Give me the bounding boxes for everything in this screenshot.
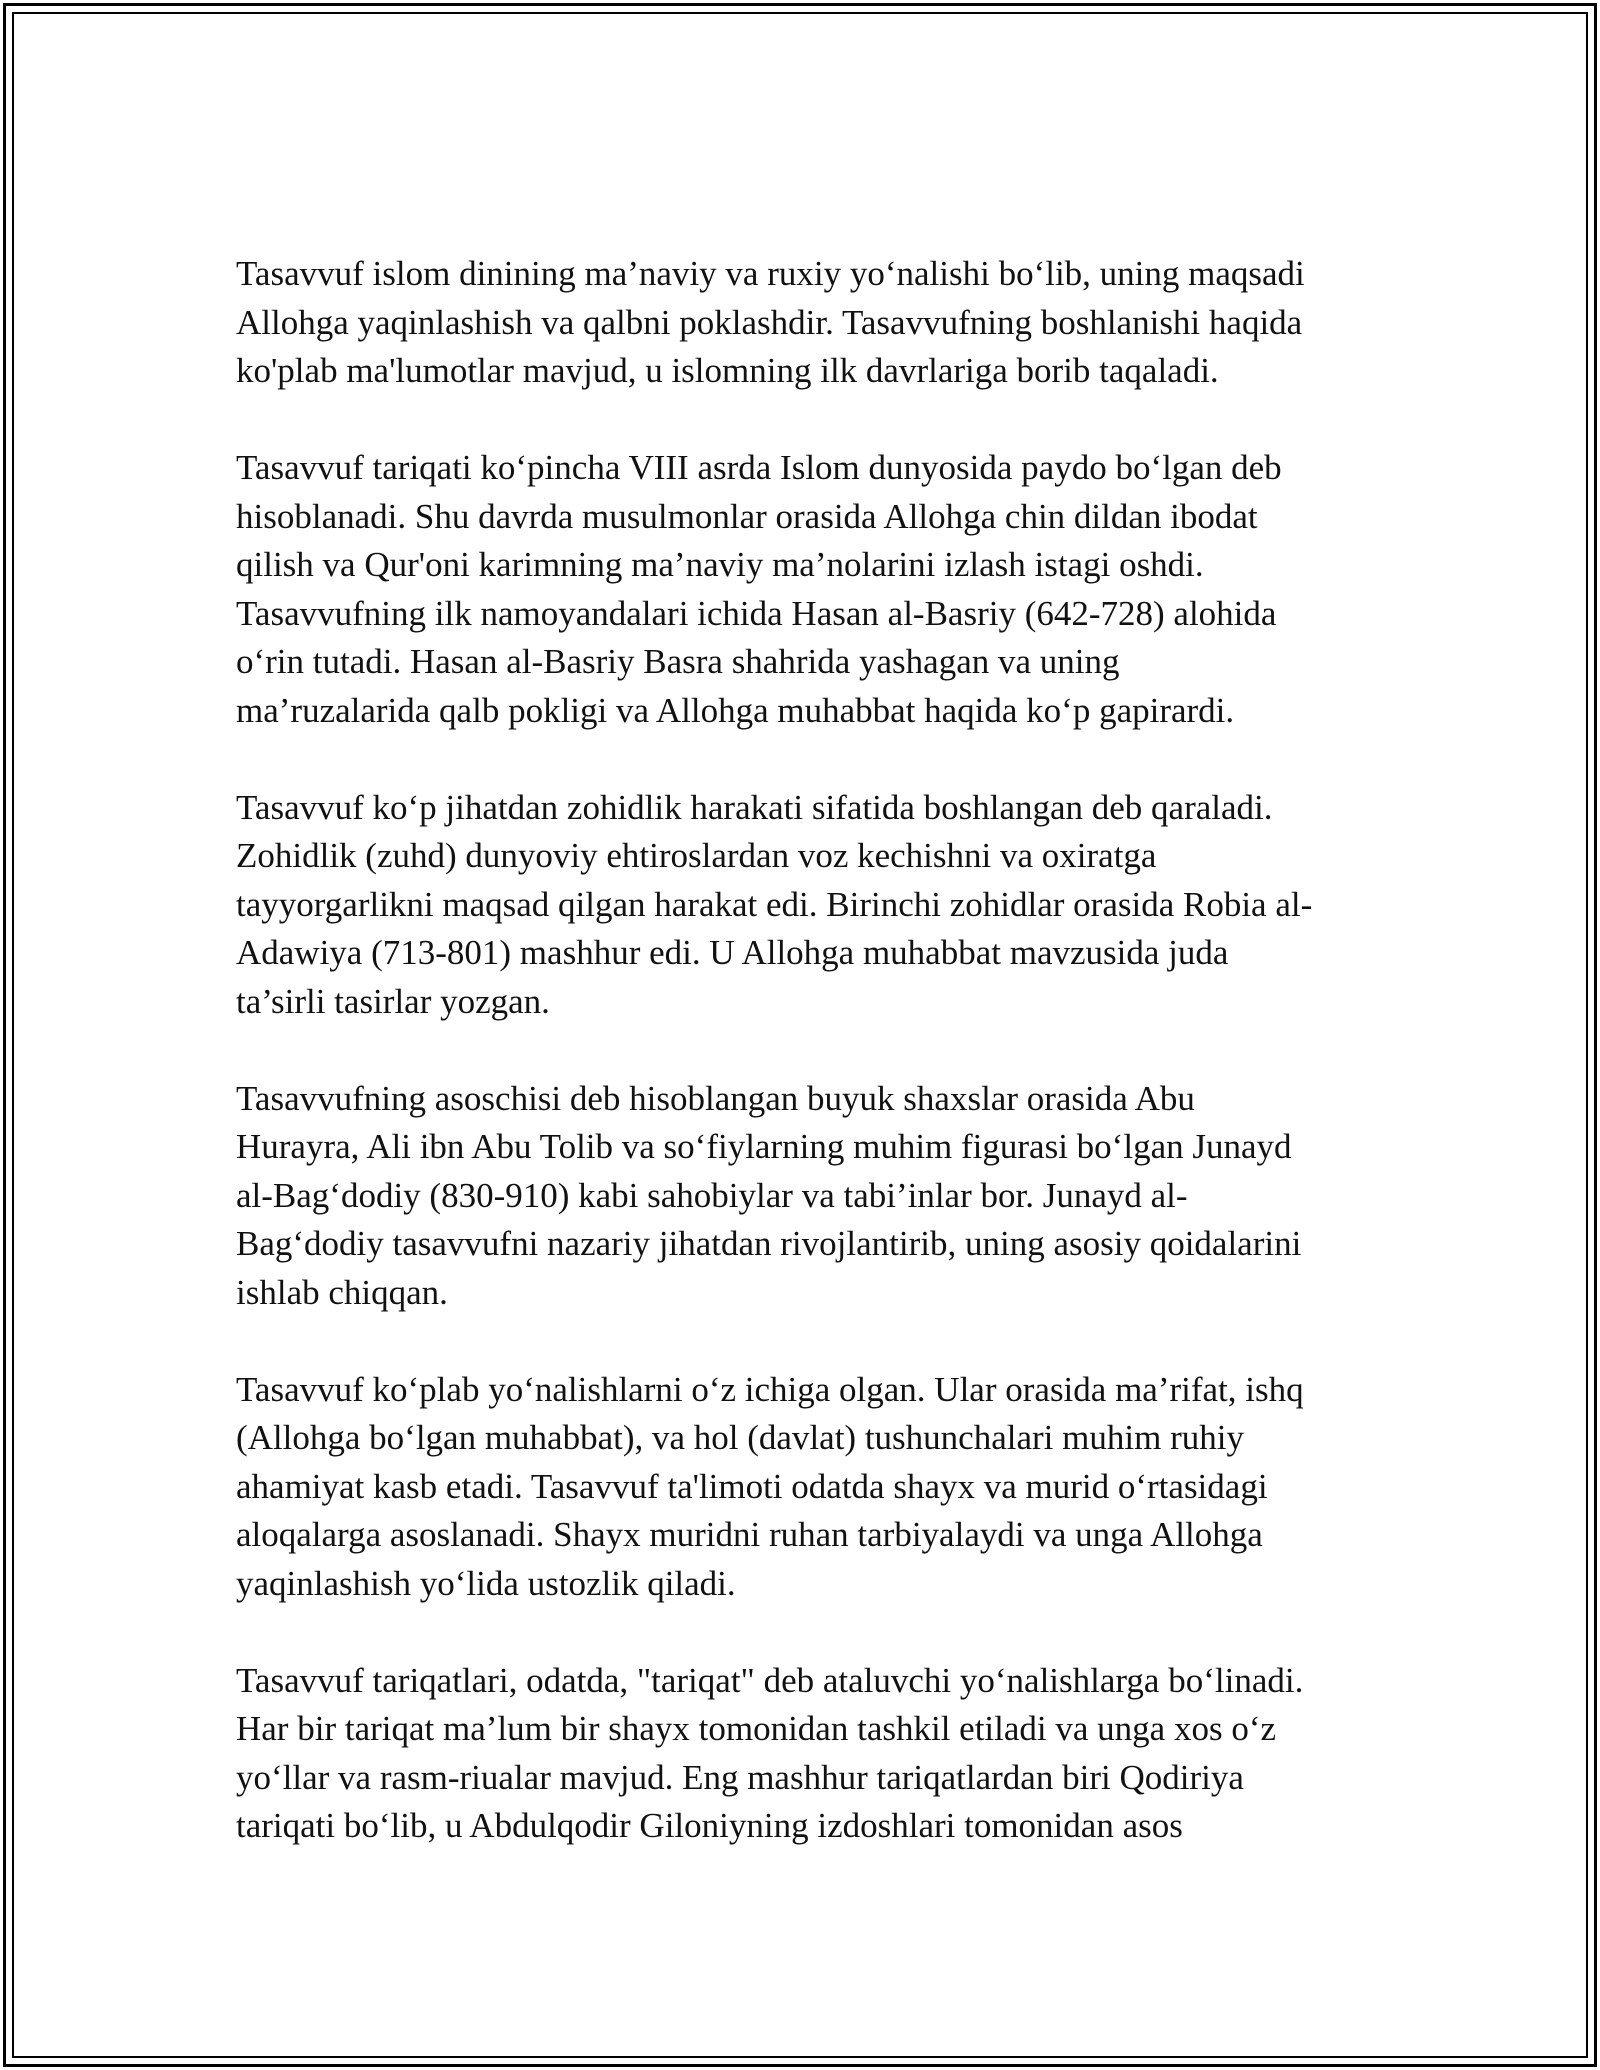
text-line: Tasavvufning asoschisi deb hisoblangan buyuk shaxslar orasida Abu	[236, 1078, 1195, 1118]
text-line: Hurayra, Ali ibn Abu Tolib va so‘fiylarning muhim figurasi bo‘lgan Junayd	[236, 1127, 1292, 1166]
paragraph	[236, 444, 1371, 735]
text-line: aloqalarga asoslanadi. Shayx muridni ruhan tarbiyalaydi va unga Allohga	[236, 1515, 1263, 1554]
text-line: qilish va Qur'oni karimning ma’naviy ma’nolarini izlash istagi oshdi.	[236, 545, 1204, 584]
text-line: yaqinlashish yo‘lida ustozlik qiladi.	[236, 1563, 736, 1603]
text-line: hisoblanadi. Shu davrda musulmonlar orasida Allohga chin dildan ibodat	[236, 496, 1258, 536]
text-line: ishlab chiqqan.	[236, 1272, 448, 1312]
text-line: Tasavvuf islom dinining ma’naviy va ruxiy yo‘nalishi bo‘lib, uning maqsadi	[236, 254, 1305, 293]
paragraph	[236, 250, 1371, 396]
text-line: yo‘llar va rasm-riualar mavjud. Eng mashhur tariqatlardan biri Qodiriya	[236, 1757, 1244, 1797]
paragraph	[236, 1075, 1371, 1318]
document-body	[236, 250, 1371, 1899]
paragraph	[236, 1366, 1371, 1609]
text-line: o‘rin tutadi. Hasan al-Basriy Basra shahrida yashagan va uning	[236, 642, 1120, 681]
text-line: Bag‘dodiy tasavvufni nazariy jihatdan rivojlantirib, uning asosiy qoidalarini	[236, 1224, 1302, 1263]
text-line: ko'plab ma'lumotlar mavjud, u islomning ilk davrlariga borib taqaladi.	[236, 351, 1219, 390]
text-line: al-Bag‘dodiy (830-910) kabi sahobiylar va tabi’inlar bor. Junayd al-	[236, 1175, 1188, 1215]
text-line: Tasavvuf tariqati ko‘pincha VIII asrda Islom dunyosida paydo bo‘lgan deb	[236, 448, 1282, 487]
paragraph	[236, 784, 1371, 1027]
text-line: tariqati bo‘lib, u Abdulqodir Giloniyning izdoshlari tomonidan asos	[236, 1806, 1183, 1845]
text-line: Tasavvuf ko‘plab yo‘nalishlarni o‘z ichiga olgan. Ular orasida ma’rifat, ishq	[236, 1369, 1304, 1409]
text-line: Tasavvuf ko‘p jihatdan zohidlik harakati sifatida boshlangan deb qaraladi.	[236, 787, 1273, 827]
text-line: ta’sirli tasirlar yozgan.	[236, 981, 550, 1021]
text-line: Adawiya (713-801) mashhur edi. U Allohga muhabbat mavzusida juda	[236, 933, 1229, 972]
text-line: (Allohga bo‘lgan muhabbat), va hol (davlat) tushunchalari muhim ruhiy	[236, 1418, 1244, 1457]
text-line: Tasavvuf tariqatlari, odatda, "tariqat" deb ataluvchi yo‘nalishlarga bo‘linadi.	[236, 1660, 1304, 1700]
text-line: Zohidlik (zuhd) dunyoviy ehtiroslardan voz kechishni va oxiratga	[236, 836, 1157, 875]
text-line: tayyorgarlikni maqsad qilgan harakat edi. Birinchi zohidlar orasida Robia al-	[236, 884, 1313, 924]
text-line: Tasavvufning ilk namoyandalari ichida Hasan al-Basriy (642-728) alohida	[236, 593, 1277, 633]
text-line: ma’ruzalarida qalb pokligi va Allohga muhabbat haqida ko‘p gapirardi.	[236, 690, 1235, 730]
paragraph	[236, 1657, 1371, 1851]
text-line: ahamiyat kasb etadi. Tasavvuf ta'limoti odatda shayx va murid o‘rtasidagi	[236, 1466, 1268, 1506]
text-line: Allohga yaqinlashish va qalbni poklashdir. Tasavvufning boshlanishi haqida	[236, 302, 1303, 342]
text-line: Har bir tariqat ma’lum bir shayx tomonidan tashkil etiladi va unga xos o‘z	[236, 1709, 1277, 1748]
